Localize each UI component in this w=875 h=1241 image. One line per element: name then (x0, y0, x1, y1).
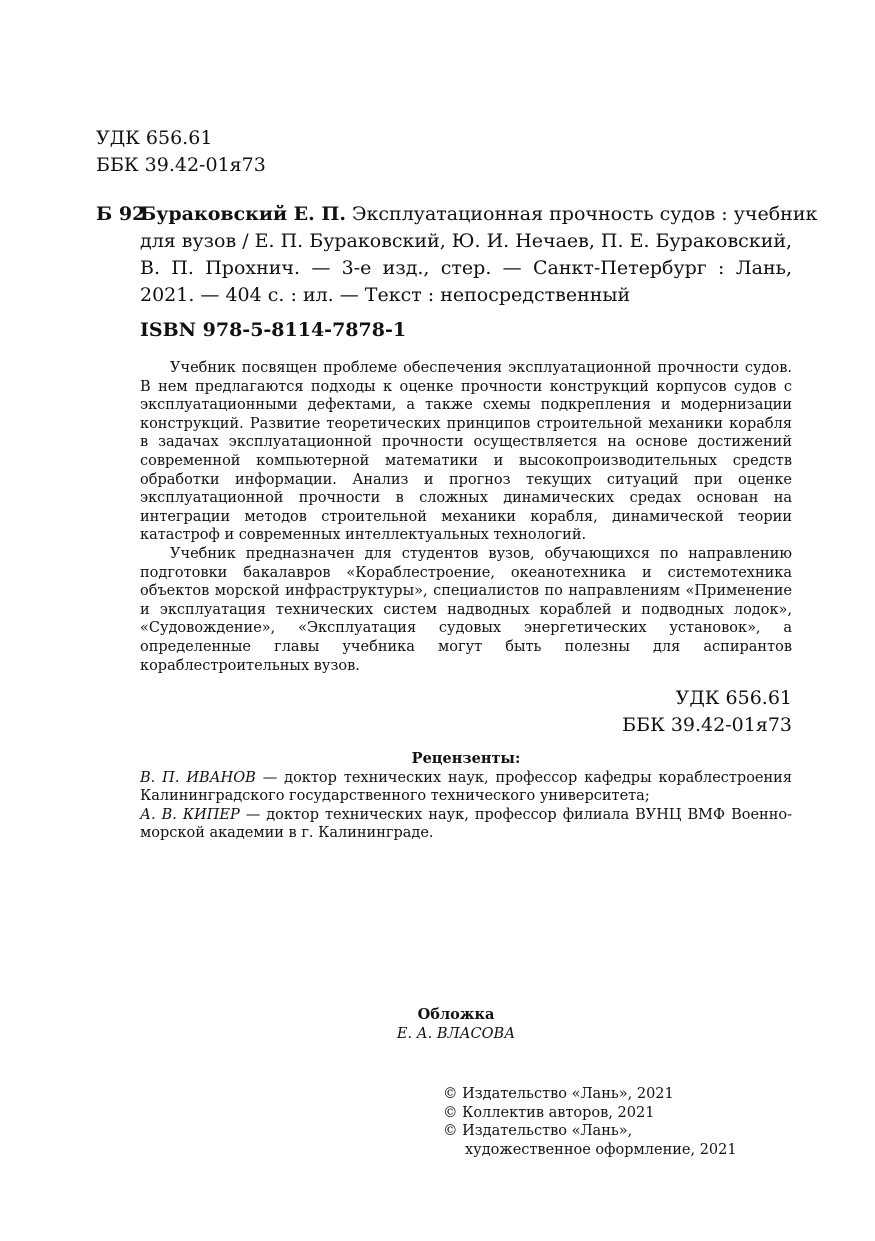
catalog-line-3: В. П. Прохнич. — 3-е изд., стер. — Санкт-Петербург : Лань, (140, 257, 792, 279)
catalog-line-4: 2021. — 404 с. : ил. — Текст : непосредственный (140, 284, 631, 306)
footer-udk-code: УДК 656.61 (675, 687, 792, 709)
copyright-line-4: художественное оформление, 2021 (465, 1141, 737, 1158)
author-name: Бураковский Е. П. (140, 203, 346, 225)
copyright-line-3: © Издательство «Лань», (443, 1123, 633, 1140)
abstract-paragraph-2: Учебник предназначен для студентов вузов, обучающихся по направлению подготовки бакалавров «Кораблестроение, океанотехника и системотехника объектов морской инфраструктуры», специалистов по направлениям «Применение и эксплуатация технических систем надводных кораблей и подводных лодок», «Судовождение», «Эксплуатация судовых энергетических установок», а определенные главы учебника могут быть полезны для аспирантов кораблестроительных вузов. (140, 545, 792, 674)
copyright-block (443, 1085, 783, 1159)
abstract (140, 359, 792, 675)
catalog-line-1 (140, 201, 818, 228)
catalog-entry (140, 201, 818, 309)
cover-credit (140, 1006, 792, 1043)
reviewer-1-name: В. П. ИВАНОВ (140, 769, 256, 786)
isbn: ISBN 978-5-8114-7878-1 (140, 319, 407, 341)
header-codes (96, 125, 266, 179)
copyright-line-1: © Издательство «Лань», 2021 (443, 1086, 674, 1102)
catalog-line-2: для вузов / Е. П. Бураковский, Ю. И. Нечаев, П. Е. Бураковский, (140, 230, 793, 252)
copyright-line-2: © Коллектив авторов, 2021 (443, 1104, 655, 1121)
udk-code: УДК 656.61 (96, 127, 213, 149)
cover-artist: Е. А. ВЛАСОВА (396, 1025, 516, 1042)
reviewers-heading: Рецензенты: (411, 750, 521, 767)
reviewer-2-text: — доктор технических наук, профессор филиала ВУНЦ ВМФ Военно-морской академии в г. Калининграде. (140, 806, 792, 842)
footer-codes (560, 685, 792, 739)
reviewer-2-name: А. В. КИПЕР (140, 806, 240, 823)
cover-heading: Обложка (417, 1006, 495, 1023)
author-mark: Б 92 (96, 203, 146, 225)
abstract-paragraph-1: Учебник посвящен проблеме обеспечения эксплуатационной прочности судов. В нем предлагаются подходы к оценке прочности конструкций корпусов судов с эксплуатационными дефектами, а также схемы подкрепления и модернизации конструкций. Развитие теоретических принципов строительной механики корабля в задачах эксплуатационной прочности осуществляется на основе достижений современной компьютерной математики и высокопроизводительных средств обработки информации. Анализ и прогноз текущих ситуаций при оценке эксплуатационной прочности в сложных динамических средах основан на интеграции методов строительной механики корабля, динамической теории катастроф и современных интеллектуальных технологий. (140, 360, 792, 544)
reviewer-1-text: — доктор технических наук, профессор кафедры кораблестроения Калининградского государственного технического университета; (140, 769, 792, 805)
title-text: Эксплуатационная прочность судов : учебник (352, 203, 818, 225)
bbk-code: ББК 39.42-01я73 (96, 154, 266, 176)
footer-bbk-code: ББК 39.42-01я73 (622, 714, 792, 736)
reviewer-1 (140, 769, 792, 806)
reviewers (140, 750, 792, 843)
reviewer-2 (140, 806, 792, 843)
